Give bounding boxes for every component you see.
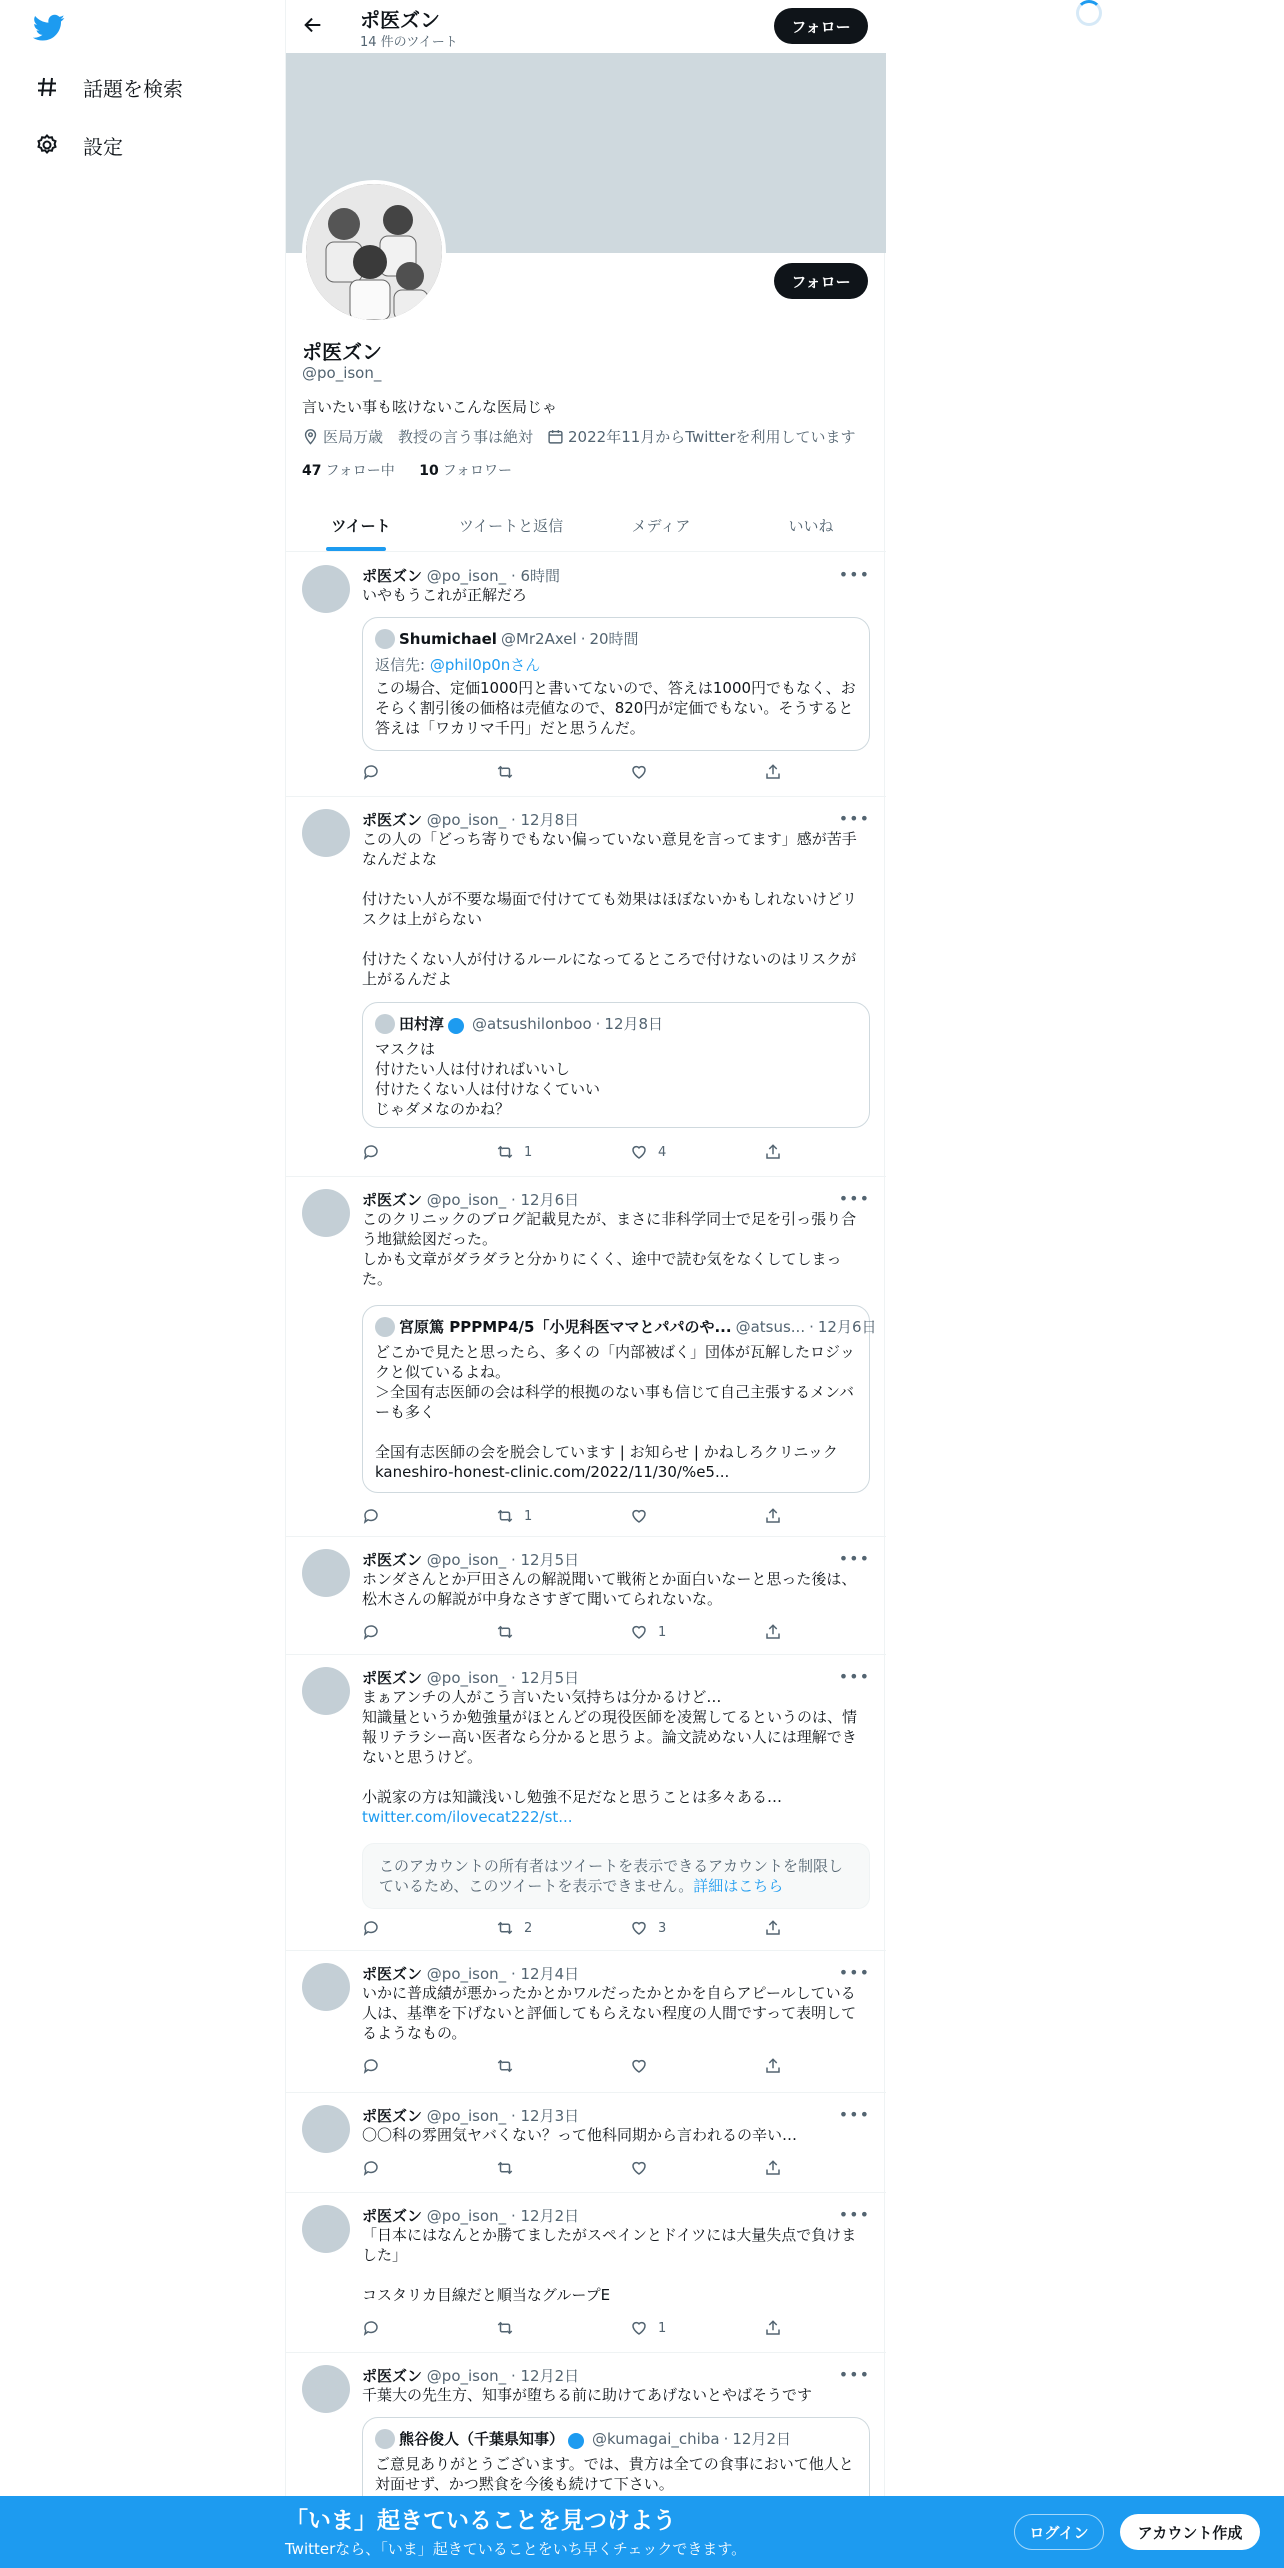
profile-location xyxy=(302,426,533,447)
nav-item-explore[interactable] xyxy=(33,67,183,107)
tweet-actions xyxy=(362,1919,787,1939)
share-icon[interactable] xyxy=(764,1919,782,1937)
signup-button[interactable]: アカウント作成 xyxy=(1120,2514,1260,2550)
bottom-bar-title: 「いま」起きていることを見つけよう xyxy=(285,2508,676,2534)
nav-item-settings[interactable] xyxy=(33,125,123,165)
tweet-avatar[interactable] xyxy=(302,2105,350,2153)
quote-header: 熊谷俊人（千葉県知事） @kumagai_chiba · 12月2日 xyxy=(375,2428,791,2449)
tab-label: いいね xyxy=(788,517,834,535)
tweet-time[interactable]: 12月6日 xyxy=(520,1191,580,1209)
quote-reply-to xyxy=(375,654,540,675)
more-icon[interactable]: ••• xyxy=(838,1667,870,1686)
quote-author-handle: @atsushilonboo xyxy=(472,1014,592,1033)
tweet-author-handle[interactable]: @po_ison_ xyxy=(426,567,507,585)
tweet-author-name[interactable]: ポ医ズン xyxy=(362,1669,423,1687)
like-count: 1 xyxy=(658,1624,667,1640)
quote-tweet[interactable] xyxy=(362,1002,870,1128)
tweet[interactable] xyxy=(286,1177,886,1537)
tweet-time[interactable]: 12月2日 xyxy=(520,2367,580,2385)
location-text: 医局万歳 教授の言う事は絶対 xyxy=(323,428,534,446)
loading-spinner-icon xyxy=(1076,0,1102,26)
tweet-author-handle[interactable]: @po_ison_ xyxy=(426,2107,507,2125)
profile-meta xyxy=(302,426,870,447)
profile-bio: 言いたい事も呟けないこんな医局じゃ xyxy=(302,398,558,416)
tab-replies[interactable] xyxy=(436,500,586,551)
like-icon[interactable] xyxy=(630,2159,658,2177)
main-column xyxy=(285,0,885,2568)
quote-time: 12月2日 xyxy=(732,2430,791,2448)
tweet[interactable] xyxy=(286,1951,886,2093)
tweet[interactable] xyxy=(286,553,886,797)
quote-time: 12月8日 xyxy=(604,1015,664,1033)
tweet-text: ホンダさんとか戸田さんの解説聞いて戦術とか面白いなーと思った後は、松木さんの解説が中身なさすぎて聞いてられないな。 xyxy=(362,1570,857,1608)
tweet-actions xyxy=(362,763,787,783)
tweet-time[interactable]: 12月2日 xyxy=(520,2207,580,2225)
tweet[interactable] xyxy=(286,1537,886,1655)
more-icon[interactable]: ••• xyxy=(838,1189,870,1208)
like-icon[interactable] xyxy=(630,2319,666,2337)
tab-likes[interactable] xyxy=(736,500,886,551)
quote-time: 20時間 xyxy=(589,630,639,648)
like-count: 1 xyxy=(658,2320,667,2336)
tweet-text: この人の「どっち寄りでもない偏っていない意見を言ってます」感が苦手なんだよな 付けたい人が不要な場面で付けてても効果はほぼないかもしれないけどリスクは上がらない 付けたくない人が付けるルールになってるところで付けないのはリスクが上がるんだよ xyxy=(362,830,858,988)
tweet-author-name[interactable]: ポ医ズン xyxy=(362,811,423,829)
reply-icon[interactable] xyxy=(362,1919,380,1937)
like-count: 4 xyxy=(658,1144,667,1160)
tweet-author-handle[interactable]: @po_ison_ xyxy=(426,811,507,829)
tweet-header: ポ医ズン @po_ison_ · 12月2日 xyxy=(362,2207,580,2225)
bottom-bar-subtitle: Twitterなら、「いま」起きていることをいち早くチェックできます。 xyxy=(285,2540,747,2558)
quote-avatar xyxy=(375,629,395,649)
tweet-avatar[interactable] xyxy=(302,1667,350,1715)
active-tab-indicator xyxy=(326,547,386,551)
tweet-avatar[interactable] xyxy=(302,565,350,613)
tweet-author-handle[interactable]: @po_ison_ xyxy=(426,1191,507,1209)
share-icon[interactable] xyxy=(764,1507,782,1525)
like-icon[interactable] xyxy=(630,1919,666,1937)
tweet-avatar[interactable] xyxy=(302,1963,350,2011)
like-icon[interactable] xyxy=(630,1507,658,1525)
quote-author-name: Shumichael xyxy=(399,629,497,648)
tweet-actions xyxy=(362,2319,787,2339)
quote-text: マスクは 付けたい人は付ければいいし 付けたくない人は付けなくていい じゃダメなのかね？ xyxy=(375,1040,601,1118)
tweet-header: ポ医ズン @po_ison_ · 6時間 xyxy=(362,567,561,585)
tweet-actions xyxy=(362,1143,787,1163)
tweet-author-name[interactable]: ポ医ズン xyxy=(362,2207,423,2225)
signup-bottom-bar xyxy=(0,2496,1284,2568)
joined-text: 2022年11月からTwitterを利用しています xyxy=(568,428,856,446)
more-icon[interactable]: ••• xyxy=(838,2365,870,2384)
quote-text: この場合、定価1000円と書いてないので、答えは1000円でもなく、おそらく割引後の価格は売値なので、820円が定価でもない。そうすると答えは「ワカリマ千円」だと思うんだ。 xyxy=(375,679,856,737)
retweet-count: 1 xyxy=(524,1144,533,1160)
tweet-author-name[interactable]: ポ医ズン xyxy=(362,2367,423,2385)
twitter-logo-icon[interactable] xyxy=(33,14,65,42)
tweet-author-handle[interactable]: @po_ison_ xyxy=(426,1551,507,1569)
quote-author-name: 熊谷俊人（千葉県知事） xyxy=(399,2430,565,2448)
share-icon[interactable] xyxy=(764,1143,782,1161)
like-count: 3 xyxy=(658,1920,667,1936)
like-icon[interactable] xyxy=(630,2057,658,2075)
tweet-time[interactable]: 12月5日 xyxy=(520,1669,580,1687)
tweet-avatar[interactable] xyxy=(302,809,350,857)
tweet-author-name[interactable]: ポ医ズン xyxy=(362,1551,423,1569)
profile-handle: @po_ison_ xyxy=(302,364,382,382)
tweet-actions xyxy=(362,1623,787,1643)
retweet-icon[interactable] xyxy=(496,1143,532,1161)
share-icon[interactable] xyxy=(764,763,782,781)
more-icon[interactable]: ••• xyxy=(838,1549,870,1568)
retweet-icon[interactable] xyxy=(496,1919,532,1937)
reply-to-handle[interactable]: @phil0p0nさん xyxy=(429,656,541,674)
following-label: フォロー中 xyxy=(325,463,395,479)
tab-media[interactable] xyxy=(586,500,736,551)
tweet-text: このクリニックのブログ記載見たが、まさに非科学同士で足を引っ張り合う地獄絵図だった。 しかも文章がダラダラと分かりにくく、途中で読む気をなくしてしまった。 xyxy=(362,1210,857,1288)
tweet-author-name[interactable]: ポ医ズン xyxy=(362,2107,423,2125)
tweet-avatar[interactable] xyxy=(302,1549,350,1597)
tweet-text: 〇〇科の雰囲気ヤバくない？って他科同期から言われるの辛い… xyxy=(362,2126,798,2144)
tweet-link[interactable]: twitter.com/ilovecat222/st... xyxy=(362,1808,573,1826)
share-icon[interactable] xyxy=(764,2159,782,2177)
like-icon[interactable] xyxy=(630,763,658,781)
tweet-author-handle[interactable]: @po_ison_ xyxy=(426,2367,507,2385)
quote-author-name: 宮原篤 PPPMP4/5「小児科医ママとパパのや... xyxy=(399,1318,732,1336)
tweet-avatar[interactable] xyxy=(302,1189,350,1237)
blocked-tweet-notice xyxy=(362,1843,870,1909)
tweet-text: 千葉大の先生方、知事が堕ちる前に助けてあげないとやばそうです xyxy=(362,2386,813,2404)
tab-label: ツイート xyxy=(331,517,391,535)
nav-item-label: 設定 xyxy=(83,134,123,159)
reply-icon[interactable] xyxy=(362,1623,380,1641)
tweet-header: ポ医ズン @po_ison_ · 12月2日 xyxy=(362,2367,580,2385)
verified-badge-icon xyxy=(568,2433,584,2449)
follow-button[interactable]: フォロー xyxy=(774,263,868,299)
nav-item-label: 話題を検索 xyxy=(83,76,183,101)
follow-button-top[interactable]: フォロー xyxy=(774,8,868,44)
tweet-time[interactable]: 12月4日 xyxy=(520,1965,580,1983)
tweet-author-name[interactable]: ポ医ズン xyxy=(362,1191,423,1209)
tweet-time[interactable]: 12月3日 xyxy=(520,2107,580,2125)
more-icon[interactable]: ••• xyxy=(838,1963,870,1982)
quote-avatar xyxy=(375,1317,395,1337)
tweet-author-name[interactable]: ポ医ズン xyxy=(362,567,423,585)
quote-avatar xyxy=(375,2429,395,2449)
more-icon[interactable]: ••• xyxy=(838,565,870,584)
login-button[interactable]: ログイン xyxy=(1014,2514,1104,2550)
tweet[interactable] xyxy=(286,2193,886,2353)
retweet-icon[interactable] xyxy=(496,1623,524,1641)
tweet-count: 14 件のツイート xyxy=(360,35,458,50)
share-icon[interactable] xyxy=(764,2057,782,2075)
followers-count: 10 xyxy=(419,463,439,479)
tweet-text: 「日本にはなんとか勝てましたがスペインとドイツには大量失点で負けました」 コスタリカ目線だと順当なグループE xyxy=(362,2226,857,2304)
profile-follow-stats xyxy=(302,460,512,480)
learn-more-link[interactable]: 詳細はこちら xyxy=(693,1877,784,1895)
quote-avatar xyxy=(375,1014,395,1034)
location-pin-icon xyxy=(302,428,319,445)
tweet-actions xyxy=(362,1507,787,1527)
quote-text: どこかで見たと思ったら、多くの「内部被ばく」団体が瓦解したロジックと似ているよね。 ＞全国有志医師の会は科学的根拠のない事も信じて自己主張するメンバーも多く 全国有志医師の会を脱会しています | お知らせ | かねしろクリニック kaneshiro-honest-clinic.com/2022/11/30/%e5... xyxy=(375,1343,856,1481)
tab-tweets[interactable] xyxy=(286,500,436,551)
tweet-author-name[interactable]: ポ医ズン xyxy=(362,1965,423,1983)
retweet-count: 2 xyxy=(524,1920,533,1936)
more-icon[interactable]: ••• xyxy=(838,809,870,828)
reply-icon[interactable] xyxy=(362,2159,380,2177)
retweet-icon[interactable] xyxy=(496,2159,524,2177)
tweet-header: ポ医ズン @po_ison_ · 12月5日 xyxy=(362,1551,580,1569)
quote-author-handle: @atsus... xyxy=(735,1317,806,1336)
back-arrow-icon[interactable] xyxy=(302,14,328,40)
quote-text: ご意見ありがとうございます。では、貴方は全ての食事において他人と対面せず、かつ黙食を今後も続けて下さい。 xyxy=(375,2455,854,2493)
calendar-icon xyxy=(547,428,564,445)
page-title: ポ医ズン xyxy=(360,8,440,32)
profile-name: ポ医ズン xyxy=(302,340,382,364)
tab-label: メディア xyxy=(631,517,691,535)
profile-avatar[interactable] xyxy=(302,180,446,324)
tweet-text: いやもうこれが正解だろ xyxy=(362,586,528,604)
tweet-time[interactable]: 12月8日 xyxy=(520,811,580,829)
reply-icon[interactable] xyxy=(362,1143,380,1161)
share-icon[interactable] xyxy=(764,1623,782,1641)
tweet-author-handle[interactable]: @po_ison_ xyxy=(426,1669,507,1687)
tweet-time[interactable]: 12月5日 xyxy=(520,1551,580,1569)
quote-header: Shumichael @Mr2Axel · 20時間 xyxy=(375,628,639,649)
following-count: 47 xyxy=(302,463,322,479)
blocked-text: このアカウントの所有者はツイートを表示できるアカウントを制限しているため、このツイートを表示できません。 xyxy=(379,1857,843,1895)
tweet-author-handle[interactable]: @po_ison_ xyxy=(426,1965,507,1983)
quote-header: 田村淳 @atsushilonboo · 12月8日 xyxy=(375,1013,663,1034)
quote-tweet[interactable] xyxy=(362,617,870,751)
retweet-icon[interactable] xyxy=(496,2057,524,2075)
profile-tabs xyxy=(286,500,886,552)
quote-tweet[interactable] xyxy=(362,1305,877,1493)
tweet-actions xyxy=(362,2159,787,2179)
tweet-header: ポ医ズン @po_ison_ · 12月3日 xyxy=(362,2107,580,2125)
quote-author-handle: @kumagai_chiba xyxy=(592,2429,720,2448)
top-bar xyxy=(286,0,886,53)
reply-icon[interactable] xyxy=(362,1507,380,1525)
quote-time: 12月6日 xyxy=(817,1318,877,1336)
quote-header: 宮原篤 PPPMP4/5「小児科医ママとパパのや... @atsus... · 12月6日 xyxy=(375,1316,877,1337)
tweet-time[interactable]: 6時間 xyxy=(520,567,561,585)
quote-author-name: 田村淳 xyxy=(399,1015,445,1033)
more-icon[interactable]: ••• xyxy=(838,2205,870,2224)
tweet[interactable] xyxy=(286,2093,886,2193)
like-icon[interactable] xyxy=(630,1143,666,1161)
reply-icon[interactable] xyxy=(362,2057,380,2075)
tweet-author-handle[interactable]: @po_ison_ xyxy=(426,2207,507,2225)
reply-prefix: 返信先: xyxy=(375,656,430,674)
tweet-header: ポ医ズン @po_ison_ · 12月5日 xyxy=(362,1669,580,1687)
tweet-header: ポ医ズン @po_ison_ · 12月4日 xyxy=(362,1965,580,1983)
retweet-icon[interactable] xyxy=(496,2319,524,2337)
verified-badge-icon xyxy=(448,1018,464,1034)
tweet-actions xyxy=(362,2057,787,2077)
retweet-count: 1 xyxy=(524,1508,533,1524)
tweet-avatar[interactable] xyxy=(302,2205,350,2253)
tab-label: ツイートと返信 xyxy=(458,517,564,535)
reply-icon[interactable] xyxy=(362,763,380,781)
reply-icon[interactable] xyxy=(362,2319,380,2337)
tweet-header: ポ医ズン @po_ison_ · 12月8日 xyxy=(362,811,580,829)
more-icon[interactable]: ••• xyxy=(838,2105,870,2124)
gear-icon xyxy=(33,131,61,159)
retweet-icon[interactable] xyxy=(496,763,524,781)
followers-link[interactable] xyxy=(419,463,512,479)
tweet-text: まぁアンチの人がこう言いたい気持ちは分かるけど… 知識量というか勉強量がほとんどの現役医師を凌駕してるというのは、情報リテラシー高い医者なら分かると思うよ。論文読めない人には理解できないと思うけど。 小説家の方は知識浅いし勉強不足だなと思うことは多々ある… xyxy=(362,1688,858,1806)
like-icon[interactable] xyxy=(630,1623,666,1641)
retweet-icon[interactable] xyxy=(496,1507,532,1525)
following-link[interactable] xyxy=(302,463,395,479)
tweet-header: ポ医ズン @po_ison_ · 12月6日 xyxy=(362,1191,580,1209)
tweet-avatar[interactable] xyxy=(302,2365,350,2413)
hashtag-icon xyxy=(33,73,61,101)
followers-label: フォロワー xyxy=(442,463,513,479)
profile-joined xyxy=(547,426,856,447)
tweet[interactable] xyxy=(286,1655,886,1951)
share-icon[interactable] xyxy=(764,2319,782,2337)
quote-author-handle: @Mr2Axel xyxy=(500,629,577,648)
tweet-text: いかに普成績が悪かったかとかワルだったかとかを自らアピールしている人は、基準を下げないと評価してもらえない程度の人間ですって表明してるようなもの。 xyxy=(362,1984,857,2042)
tweet[interactable] xyxy=(286,797,886,1177)
